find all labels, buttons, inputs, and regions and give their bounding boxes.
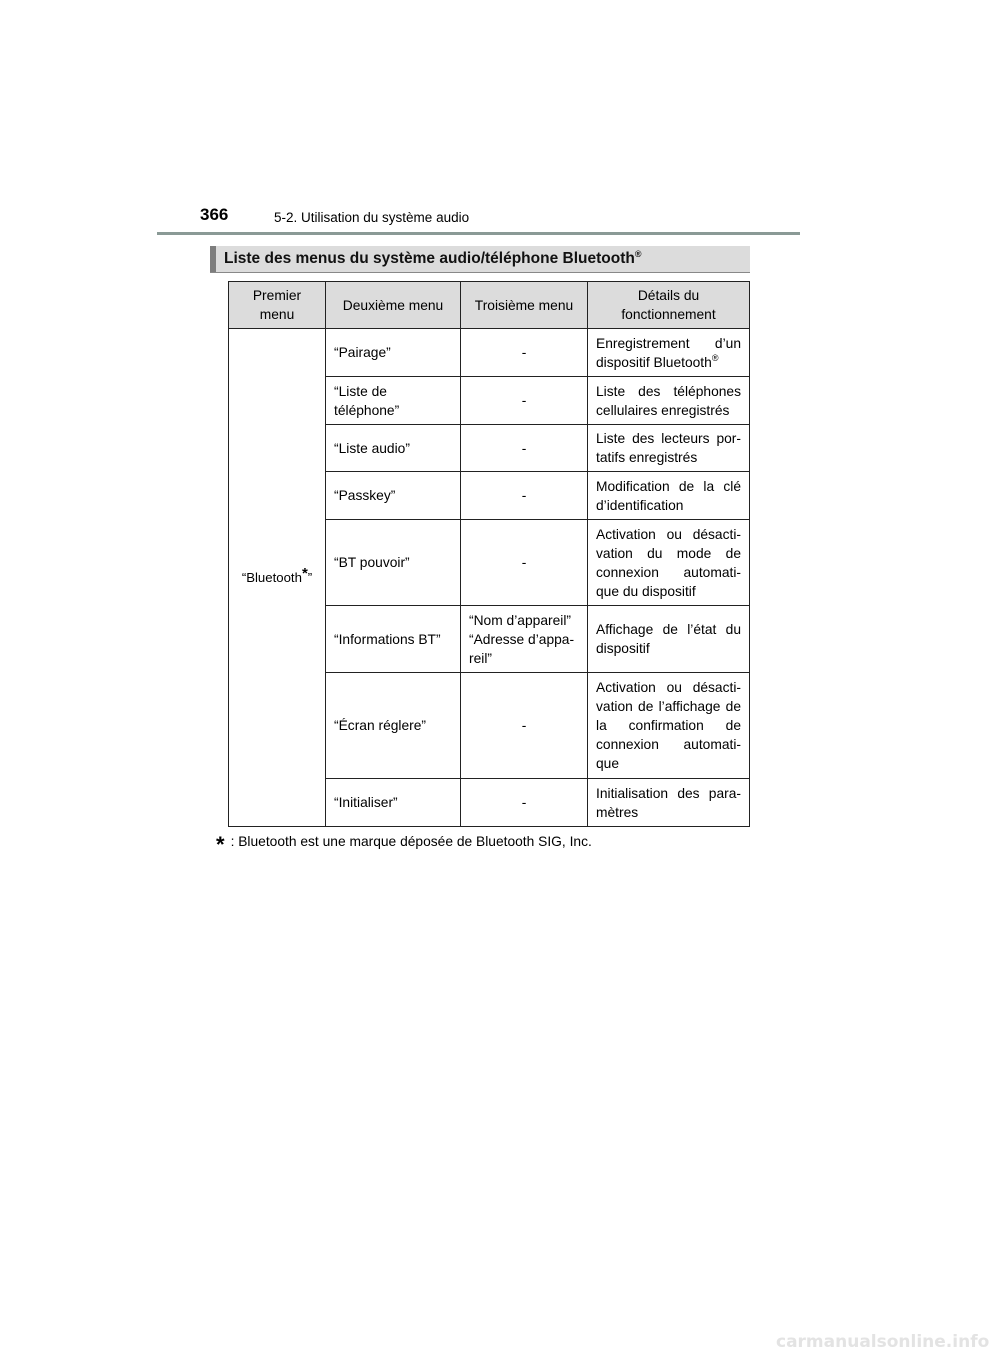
first-menu-close-quote: ” [307,570,313,585]
third-menu-cell: - [461,329,588,377]
details-cell [588,329,750,377]
third-menu-cell: - [461,779,588,827]
details-cell: Liste des lecteurs por-tatifs enregistrés [588,425,750,472]
third-menu-cell: - [461,472,588,520]
asterisk-icon: * [301,565,308,582]
third-menu-cell: - [461,673,588,779]
section-title: 5-2. Utilisation du système audio [274,210,470,225]
column-header-third-menu: Troisième menu [461,282,588,329]
section-heading-bar [210,246,750,273]
column-header-details: Détails du fonctionnement [588,282,750,329]
table-row [229,329,750,377]
column-header-second-menu: Deuxième menu [326,282,461,329]
details-cell: Modification de la clé d’identification [588,472,750,520]
first-menu-label: “Bluetooth [241,570,302,585]
header-rule [157,232,800,235]
details-cell: Affichage de l’état du dispositif [588,606,750,673]
second-menu-cell: “Liste de téléphone” [326,377,461,425]
second-menu-cell: “Initialiser” [326,779,461,827]
details-cell: Liste des téléphones cellulaires enregistrés [588,377,750,425]
details-cell: Activation ou désacti-vation du mode de connexion automati-que du dispositif [588,520,750,606]
second-menu-cell: “Liste audio” [326,425,461,472]
page-number: 366 [200,205,229,224]
details-cell: Activation ou désacti-vation de l’affichage de la confirmation de connexion automati-que [588,673,750,779]
third-menu-cell: - [461,520,588,606]
menu-table [228,281,750,827]
third-menu-cell: - [461,377,588,425]
registered-mark: ® [634,249,642,259]
details-cell: Initialisation des para-mètres [588,779,750,827]
section-heading [224,250,641,268]
second-menu-cell: “BT pouvoir” [326,520,461,606]
first-menu-cell [229,329,326,827]
column-header-first-menu: Premier menu [229,282,326,329]
third-menu-cell: “Nom d’appareil” “Adresse d’appa-reil” [461,606,588,673]
asterisk-icon: * [216,832,225,857]
second-menu-cell: “Pairage” [326,329,461,377]
registered-mark: ® [711,352,719,363]
heading-accent [210,246,216,272]
watermark: carmanualsonline.info [776,1332,989,1352]
footnote-text: : Bluetooth est une marque déposée de Bluetooth SIG, Inc. [230,834,592,849]
details-text: Enregistrement d’un dispositif Bluetooth [596,335,741,370]
second-menu-cell: “Informations BT” [326,606,461,673]
section-heading-text: Liste des menus du système audio/téléphone Bluetooth [224,250,635,267]
page-header [200,205,800,235]
second-menu-cell: “Passkey” [326,472,461,520]
second-menu-cell: “Écran réglere” [326,673,461,779]
third-menu-cell: - [461,425,588,472]
footnote [216,832,592,858]
table-header-row [229,282,750,329]
